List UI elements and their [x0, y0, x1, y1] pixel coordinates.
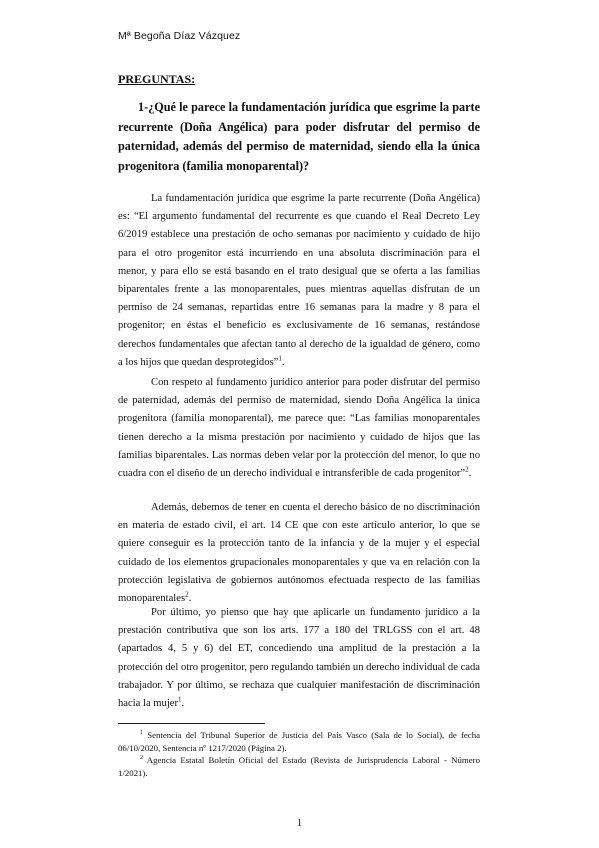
footnote-number: 2	[140, 755, 143, 762]
paragraph-end: .	[281, 356, 285, 368]
footnote-ref[interactable]: 1	[278, 354, 282, 363]
footnote-text: Sentencia del Tribunal Superior de Justicia del País Vasco (Sala de lo Social), de fecha 06/10/2020, Sentencia nº 1217/2020 (Página 2).	[118, 730, 481, 753]
paragraph-end: .	[468, 468, 472, 480]
footnote-2	[118, 754, 480, 779]
paragraph-text: Por último, yo pienso que hay que aplicarle un fundamento jurídico a la prestación contributiva que son los arts. 177 a 180 del TRLGSS con el art. 48 (apartados 4, 5 y 6) del ET, concediendo una amplitud de la prestación a la protección del otro progenitor, pero regulando también un derecho individual de cada trabajador. Y por último, se rechaza que cualquier manifestación de discriminación hacia la mujer	[118, 607, 480, 710]
paragraph-text: Con respeto al fundamento jurídico anterior para poder disfrutar del permiso de paternidad, además del permiso de maternidad, siendo Doña Angélica la única progenitora (familia monoparental), me parece que: “Las familias monoparentales tienen derecho a la misma prestación por nacimiento y cuidado de hijos que las familias biparentales. Las normas deben velar por la protección del menor, lo que no cuadra con el diseño de un derecho individual e intransferible de cada progenitor”	[118, 377, 480, 480]
paragraph-end: .	[181, 698, 185, 710]
section-title: PREGUNTAS:	[118, 72, 196, 86]
question-number: 1-	[138, 100, 149, 114]
footnote-1	[118, 729, 480, 754]
question-1	[118, 98, 480, 176]
footnote-separator	[118, 723, 265, 724]
footnote-ref[interactable]: 1	[178, 695, 182, 704]
paragraph-2	[118, 374, 480, 483]
footnote-text: Agencia Estatal Boletín Oficial del Estado (Revista de Jurisprudencia Laboral - Número 1/2021).	[118, 755, 480, 778]
page-number: 1	[296, 818, 303, 829]
footnote-ref[interactable]: 2	[465, 465, 469, 474]
paragraph-end: .	[188, 593, 192, 605]
question-text: ¿Qué le parece la fundamentación jurídica que esgrime la parte recurrente (Doña Angélica) para poder disfrutar del permiso de paternidad, además del permiso de maternidad, siendo ella la única progenitora (familia monoparental)?	[118, 100, 480, 173]
paragraph-text: Además, debemos de tener en cuenta el derecho básico de no discriminación en materia de estado civil, el art. 14 CE que con este artículo anterior, lo que se quiere conseguir es la protección tanto de la infancia y de la mujer y el especial cuidado de los elementos grupacionales monoparentales y que va en relación con la protección legislativa de gobiernos autónomos efectuada respecto de las familias monoparentales	[118, 502, 480, 605]
footnote-number: 1	[140, 730, 143, 737]
author-header: Mª Begoña Díaz Vázquez	[118, 30, 241, 42]
paragraph-text: La fundamentación jurídica que esgrime la parte recurrente (Doña Angélica) es: “El argumento fundamental del recurrente es que cuando el Real Decreto Ley 6/2019 establece una prestación de ocho semanas por nacimiento y cuidado de hijo para el otro progenitor está incurriendo en una absoluta discriminación para el menor, y para ello se está basando en el trato desigual que se oferta a las familias biparentales frente a las monoparentales, pues mientras aquellas disfrutan de un permiso de 24 semanas, repartidas entre 16 semanas para la madre y 8 para el progenitor; en éstas el beneficio es exclusivamente de 16 semanas, restándose derechos fundamentales que afectan tanto al derecho de la igualdad de género, como a los hijos que quedan desprotegidos”	[118, 193, 480, 368]
paragraph-4	[118, 604, 480, 713]
paragraph-3	[118, 499, 480, 608]
paragraph-1	[118, 190, 480, 372]
footnote-ref[interactable]: 2	[185, 590, 189, 599]
